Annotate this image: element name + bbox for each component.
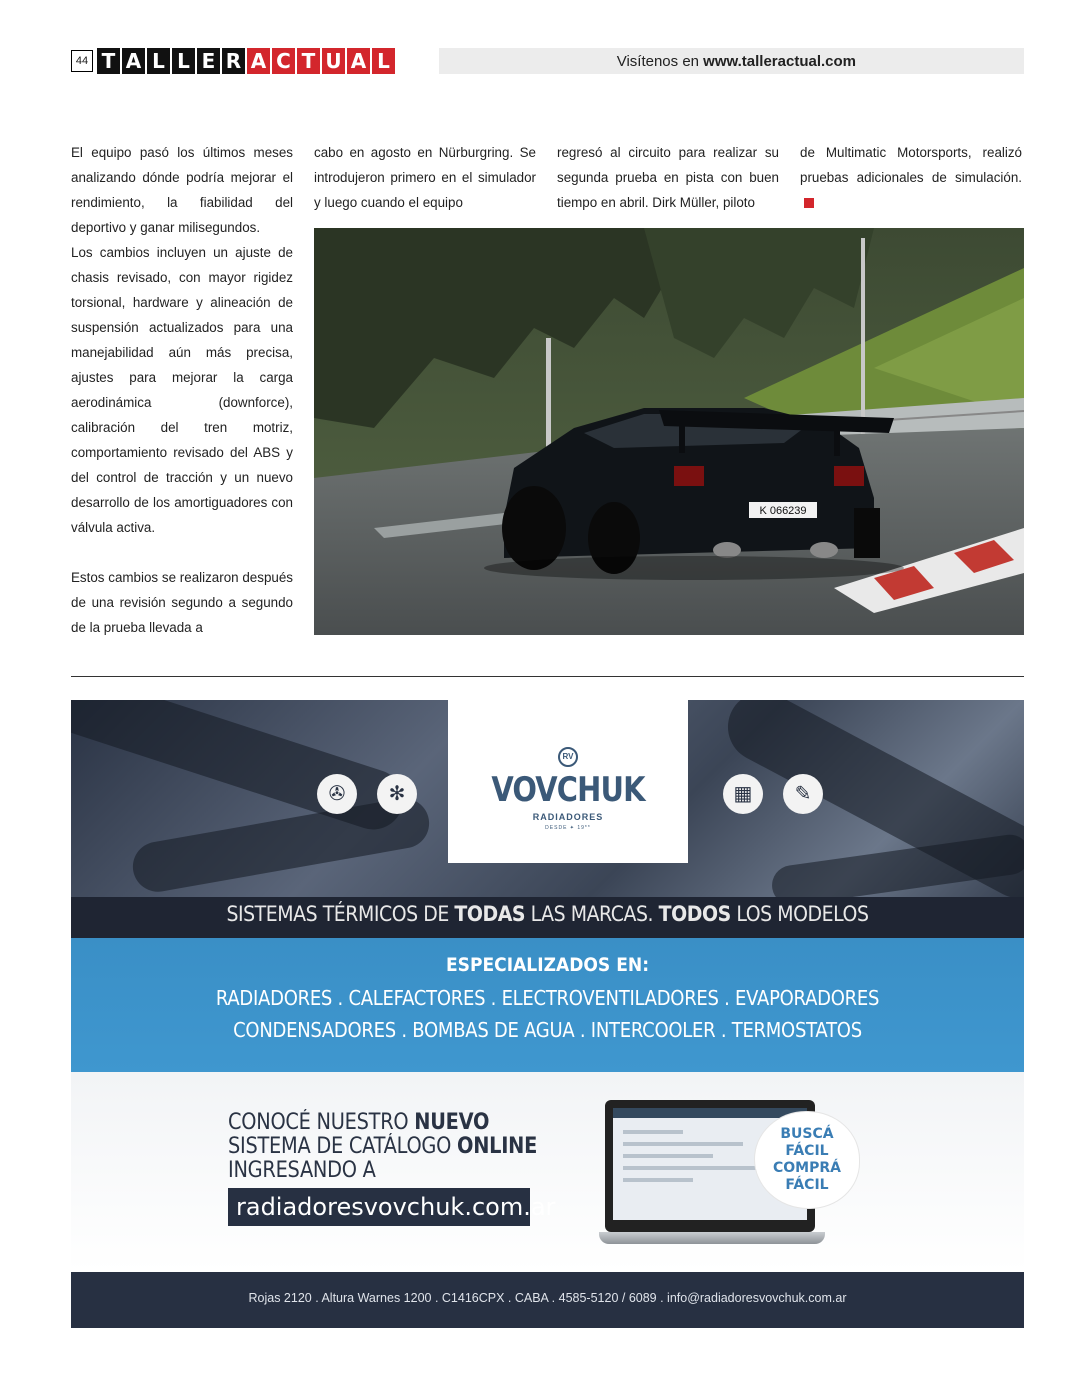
visit-url-link[interactable]: www.talleractual.com — [703, 53, 856, 70]
visit-prefix: Visítenos en — [616, 53, 704, 70]
visit-text — [617, 53, 856, 70]
tagline-part: LOS MODELOS — [730, 902, 869, 926]
logo-letter: E — [197, 48, 220, 74]
tagline-part: LAS MARCAS. — [525, 902, 659, 926]
specialties-line: RADIADORES . CALEFACTORES . ELECTROVENTILADORES . EVAPORADORES — [215, 986, 880, 1010]
article-paragraph: Los cambios incluyen un ajuste de chasis revisado, con mayor rigidez torsional, hardware y alineación de suspensión actualizados para una manejabilidad aún más precisa, ajustes para mejorar la carga aerodinámica (downforce), calibración del tren motriz, comportamiento revisado del ABS y del control de tracción y un nuevo desarrollo de los amortiguadores con válvula activa. — [71, 245, 293, 535]
cta-text: CONOCÉ NUESTRO — [228, 1110, 415, 1135]
article-column-2 — [314, 140, 536, 215]
vovchuk-logo-box — [448, 700, 688, 863]
ad-contact-footer — [71, 1272, 1024, 1328]
radiator-icon: ▦ — [723, 774, 763, 814]
badge-line: FÁCIL — [785, 1143, 829, 1159]
logo-letter: A — [122, 48, 145, 74]
ad-specialties-panel — [71, 938, 1024, 1072]
contact-info: Rojas 2120 . Altura Warnes 1200 . C1416CPX . CABA . 4585-5120 / 6089 . info@radiadoresvovchuk.com.ar — [248, 1291, 847, 1305]
header-bar — [439, 48, 1024, 74]
car-photo-illustration — [314, 228, 1024, 635]
specialties-line: CONDENSADORES . BOMBAS DE AGUA . INTERCOOLER . TERMOSTATOS — [233, 1018, 862, 1042]
article-column-1 — [71, 140, 293, 640]
brand-subtitle: RADIADORES — [532, 812, 604, 822]
article-column-3 — [557, 140, 779, 215]
ad-tagline — [119, 902, 977, 926]
article-paragraph: El equipo pasó los últimos meses analizando dónde podría mejorar el rendimiento, la fiabilidad del deportivo y ganar milisegundos. — [71, 145, 293, 235]
logo-letter: T — [97, 48, 120, 74]
catalog-url-link[interactable]: radiadoresvovchuk.com.ar — [228, 1188, 530, 1226]
cta-line — [228, 1110, 489, 1135]
brand-name: VOVCHUK — [491, 770, 645, 810]
article-column-4 — [800, 140, 1022, 215]
brand-badge: RV — [558, 747, 578, 767]
cta-text: SISTEMA DE CATÁLOGO — [228, 1134, 458, 1159]
brand-since: DESDE ✦ 19** — [545, 825, 591, 831]
specialties-title: ESPECIALIZADOS EN: — [445, 954, 650, 976]
article-paragraph — [800, 140, 1022, 215]
license-plate: K 066239 — [759, 505, 807, 517]
car-photo — [314, 228, 1024, 635]
tagline-part: SISTEMAS TÉRMICOS DE — [226, 902, 455, 926]
magazine-logo — [97, 48, 395, 74]
busca-facil-badge — [755, 1112, 859, 1208]
article-paragraph: regresó al circuito para realizar su segunda prueba en pista con buen tiempo en abril. Dirk Müller, piloto — [557, 145, 779, 210]
ad-catalog-panel — [71, 1072, 1024, 1272]
logo-letter: T — [297, 48, 320, 74]
article-paragraph: Estos cambios se realizaron después de una revisión segundo a segundo de la prueba llevada a — [71, 570, 293, 635]
tagline-bold: TODAS — [454, 902, 526, 926]
logo-letter: C — [272, 48, 295, 74]
fan-blower-icon: ✇ — [317, 774, 357, 814]
page-header — [71, 48, 1024, 74]
logo-letter: R — [222, 48, 245, 74]
badge-line: FÁCIL — [785, 1177, 829, 1193]
section-divider — [71, 676, 1024, 677]
fan-icon: ✻ — [377, 774, 417, 814]
article-text: de Multimatic Motorsports, realizó pruebas adicionales de simulación. — [800, 145, 1022, 185]
end-of-article-icon — [804, 198, 814, 208]
logo-letter: A — [247, 48, 270, 74]
tagline-bold: TODOS — [658, 902, 731, 926]
cta-line — [228, 1134, 537, 1159]
cta-bold: ONLINE — [457, 1134, 538, 1159]
thermostat-icon: ✎ — [783, 774, 823, 814]
vovchuk-advertisement — [71, 700, 1024, 1328]
cta-line: INGRESANDO A — [228, 1158, 376, 1183]
logo-letter: L — [372, 48, 395, 74]
ad-tagline-strip — [71, 897, 1024, 939]
article-paragraph: cabo en agosto en Nürburgring. Se introdujeron primero en el simulador y luego cuando el equipo — [314, 145, 536, 210]
badge-line: BUSCÁ — [780, 1126, 834, 1142]
cta-bold: NUEVO — [414, 1110, 490, 1135]
logo-letter: A — [347, 48, 370, 74]
logo-letter: L — [147, 48, 170, 74]
page-number: 44 — [71, 50, 93, 72]
badge-line: COMPRÁ — [773, 1160, 841, 1176]
logo-letter: L — [172, 48, 195, 74]
logo-letter: U — [322, 48, 345, 74]
